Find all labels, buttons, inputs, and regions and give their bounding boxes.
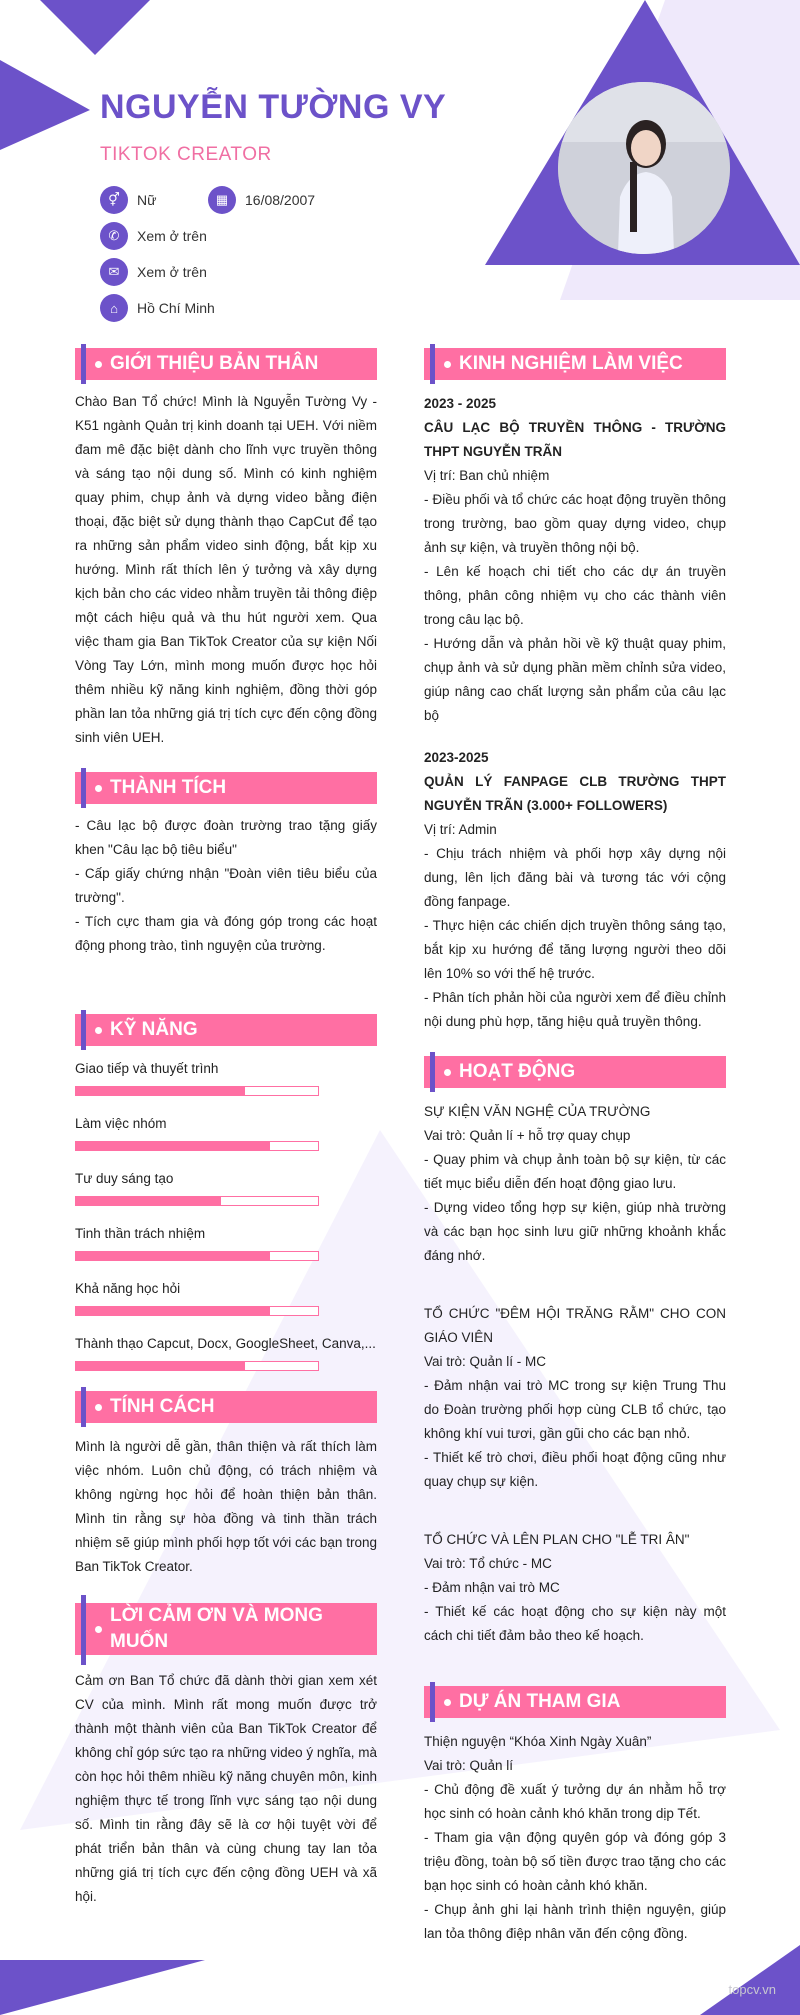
skill-bar [75, 1361, 319, 1371]
thanks-section-header [75, 1603, 377, 1655]
achievements-title: THÀNH TÍCH [110, 777, 227, 798]
list-item: - Quay phim và chụp ảnh toàn bộ sự kiện, từ các tiết mục biểu diễn đến hoạt động giao lưu. [424, 1152, 726, 1191]
skill-fill [76, 1142, 270, 1150]
activities-section-header [424, 1056, 726, 1088]
section-bar [81, 1010, 86, 1050]
activities-title: HOẠT ĐỘNG [459, 1061, 576, 1082]
list-item: - Đảm nhận vai trò MC [424, 1580, 560, 1595]
list-item: - Cấp giấy chứng nhận "Đoàn viên tiêu biểu của trường". [75, 866, 377, 905]
projects-section-header [424, 1686, 726, 1718]
activity-entry [424, 1528, 726, 1648]
skills-section-header [75, 1014, 377, 1046]
list-item: - Tham gia vận động quyên góp và đóng góp 3 triệu đồng, toàn bộ số tiền được trao tặng cho các bạn học sinh có hoàn cảnh khó khăn. [424, 1830, 726, 1893]
skill-label: Tư duy sáng tạo [75, 1171, 174, 1186]
watermark: topcv.vn [728, 1982, 776, 1997]
address-row [100, 294, 215, 322]
bottom-left-triangle [0, 1960, 205, 2015]
section-bar [81, 768, 86, 808]
skill-fill [76, 1197, 221, 1205]
activity-name: SỰ KIỆN VĂN NGHỆ CỦA TRƯỜNG [424, 1104, 651, 1119]
section-bar [81, 344, 86, 384]
phone-icon: ✆ [100, 222, 128, 250]
list-item: - Dựng video tổng hợp sự kiện, giúp nhà trường và các bạn học sinh lưu giữ những khoảnh khắc đáng nhớ. [424, 1200, 726, 1263]
gender-value: Nữ [137, 192, 157, 208]
skill-label: Giao tiếp và thuyết trình [75, 1061, 219, 1076]
experience-section-header [424, 348, 726, 380]
activity-role: Vai trò: Tổ chức - MC [424, 1556, 552, 1571]
gender-icon: ⚥ [100, 186, 128, 214]
phone-value: Xem ở trên [137, 228, 207, 244]
left-column [75, 348, 377, 1909]
top-left-shape [40, 0, 150, 55]
skill-item [75, 1333, 377, 1371]
skill-fill [76, 1307, 270, 1315]
job-org: CÂU LẠC BỘ TRUYỀN THÔNG - TRƯỜNG THPT NGUYỄN TRÃN [424, 420, 726, 459]
skill-fill [76, 1362, 245, 1370]
job-period: 2023-2025 [424, 750, 489, 765]
email-value: Xem ở trên [137, 264, 207, 280]
projects-title: DỰ ÁN THAM GIA [459, 1691, 621, 1712]
gender-row [100, 186, 156, 214]
project-name: Thiện nguyện “Khóa Xinh Ngày Xuân” [424, 1734, 652, 1749]
job-role: Vị trí: Ban chủ nhiệm [424, 468, 550, 483]
section-bar [430, 1052, 435, 1092]
bullet-icon [95, 1626, 102, 1633]
list-item: - Thực hiện các chiến dịch truyền thông sáng tạo, bắt kịp xu hướng để tăng lượng người theo dõi lên 10% so với thế hệ trước. [424, 918, 726, 981]
job-entry [424, 392, 726, 728]
skill-bar [75, 1196, 319, 1206]
skill-bar [75, 1141, 319, 1151]
section-bar [430, 344, 435, 384]
skill-label: Thành thạo Capcut, Docx, GoogleSheet, Canva,... [75, 1336, 376, 1351]
list-item: - Chụp ảnh ghi lại hành trình thiện nguyện, giúp lan tỏa thông điệp nhân văn đến cộng đồng. [424, 1902, 726, 1941]
project-role: Vai trò: Quản lí [424, 1758, 514, 1773]
skill-item [75, 1223, 377, 1261]
bullet-icon [95, 1027, 102, 1034]
intro-title: GIỚI THIỆU BẢN THÂN [110, 353, 319, 374]
activity-name: TỔ CHỨC "ĐÊM HỘI TRĂNG RẰM" CHO CON GIÁO VIÊN [424, 1306, 726, 1345]
job-role: Vị trí: Admin [424, 822, 497, 837]
bullet-icon [95, 785, 102, 792]
job-org: QUẢN LÝ FANPAGE CLB TRƯỜNG THPT NGUYỄN TRÃN (3.000+ FOLLOWERS) [424, 774, 726, 813]
list-item: - Câu lạc bộ được đoàn trường trao tặng giấy khen "Câu lạc bộ tiêu biểu" [75, 818, 377, 857]
section-bar [81, 1595, 86, 1665]
personality-title: TÍNH CÁCH [110, 1396, 215, 1417]
candidate-name: NGUYỄN TƯỜNG VY [100, 88, 447, 126]
skill-item [75, 1168, 377, 1206]
list-item: - Hướng dẫn và phản hồi về kỹ thuật quay phim, chụp ảnh và sử dụng phần mềm chỉnh sửa video, giúp nâng cao chất lượng sản phẩm của câu lạc bộ [424, 636, 726, 723]
address-value: Hồ Chí Minh [137, 300, 215, 316]
skill-fill [76, 1087, 245, 1095]
list-item: - Điều phối và tổ chức các hoạt động truyền thông trong trường, bao gồm quay dựng video, chụp ảnh sự kiện, và truyền thông nội bộ. [424, 492, 726, 555]
section-bar [81, 1387, 86, 1427]
calendar-icon: ▦ [208, 186, 236, 214]
top-left-triangle [0, 60, 90, 150]
list-item: - Lên kế hoạch chi tiết cho các dự án truyền thông, phân công nhiệm vụ cho các thành viên trong câu lạc bộ. [424, 564, 726, 627]
experience-title: KINH NGHIỆM LÀM VIỆC [459, 353, 683, 374]
skill-item [75, 1058, 377, 1096]
list-item: - Phân tích phản hồi của người xem để điều chỉnh nội dung phù hợp, tăng hiệu quả truyền thông. [424, 990, 726, 1029]
email-row [100, 258, 207, 286]
intro-text: Chào Ban Tổ chức! Mình là Nguyễn Tường Vy - K51 ngành Quản trị kinh doanh tại UEH. Với niềm đam mê đặc biệt dành cho lĩnh vực truyền thông và sáng tạo nội dung số. Mình có kinh nghiệm quay phim, chụp ảnh và dựng video bằng điện thoại, đặc biệt sử dụng thành thạo CapCut để tạo ra những sản phẩm video sinh động, bắt kịp xu hướng. Mình rất thích lên ý tưởng và xây dựng kịch bản cho các video nhằm truyền tải thông điệp một cách hiệu quả và thu hút người xem. Qua việc tham gia Ban TikTok Creator của sự kiện Nối Vòng Tay Lớn, mình mong muốn được học hỏi thêm nhiều kỹ năng kinh nghiệm, đồng thời góp phần lan tỏa những giá trị tích cực đến cộng đồng sinh viên UEH. [75, 394, 377, 745]
bullet-icon [444, 361, 451, 368]
achievements-section-header [75, 772, 377, 804]
skill-bar [75, 1251, 319, 1261]
email-icon: ✉ [100, 258, 128, 286]
skill-bar [75, 1306, 319, 1316]
skill-fill [76, 1252, 270, 1260]
activity-role: Vai trò: Quản lí + hỗ trợ quay chụp [424, 1128, 631, 1143]
job-entry [424, 746, 726, 1034]
activity-role: Vai trò: Quản lí - MC [424, 1354, 547, 1369]
list-item: - Tích cực tham gia và đóng góp trong các hoạt động phong trào, tình nguyện của trường. [75, 914, 377, 953]
intro-section-header [75, 348, 377, 380]
achievements-list [75, 814, 377, 958]
list-item: - Thiết kế các hoạt động cho sự kiện này một cách chi tiết đảm bảo theo kế hoạch. [424, 1604, 726, 1643]
personality-text: Mình là người dễ gần, thân thiện và rất thích làm việc nhóm. Luôn chủ động, có trách nhiệm và không ngừng học hỏi để hoàn thiện bản thân. Mình tin rằng sự hòa đồng và tinh thần trách nhiệm sẽ giúp mình phối hợp tốt với các bạn trong Ban TikTok Creator. [75, 1439, 377, 1574]
list-item: - Chủ động đề xuất ý tưởng dự án nhằm hỗ trợ học sinh có hoàn cảnh khó khăn trong dịp Tết. [424, 1782, 726, 1821]
thanks-title: LỜI CẢM ƠN VÀ MONG MUỐN [110, 1605, 323, 1652]
activity-entry [424, 1302, 726, 1494]
list-item: - Thiết kế trò chơi, điều phối hoạt động cũng như quay chụp sự kiện. [424, 1450, 726, 1489]
skill-label: Tinh thần trách nhiệm [75, 1226, 206, 1241]
skills-title: KỸ NĂNG [110, 1019, 198, 1040]
avatar [558, 82, 730, 254]
activity-name: TỔ CHỨC VÀ LÊN PLAN CHO "LỄ TRI ÂN" [424, 1532, 690, 1547]
bottom-right-triangle [700, 1945, 800, 2015]
dob-value: 16/08/2007 [245, 192, 316, 208]
candidate-role: TIKTOK CREATOR [100, 144, 272, 165]
job-period: 2023 - 2025 [424, 396, 497, 411]
skill-label: Khả năng học hỏi [75, 1281, 181, 1296]
personality-section-header [75, 1391, 377, 1423]
activity-entry [424, 1100, 726, 1268]
list-item: - Chịu trách nhiệm và phối hợp xây dựng nội dung, lên lịch đăng bài và tương tác với cộng đồng fanpage. [424, 846, 726, 909]
skill-label: Làm việc nhóm [75, 1116, 167, 1131]
section-bar [430, 1682, 435, 1722]
bullet-icon [444, 1069, 451, 1076]
project-entry [424, 1730, 726, 1946]
right-column [424, 348, 726, 1946]
phone-row [100, 222, 207, 250]
skill-item [75, 1278, 377, 1316]
dob-row [208, 186, 315, 214]
skill-item [75, 1113, 377, 1151]
bullet-icon [444, 1699, 451, 1706]
bullet-icon [95, 1404, 102, 1411]
skill-bar [75, 1086, 319, 1096]
thanks-text: Cảm ơn Ban Tổ chức đã dành thời gian xem xét CV của mình. Mình rất mong muốn được trở thành một thành viên của Ban TikTok Creator để không chỉ góp sức tạo ra những video ý nghĩa, mà còn học hỏi thêm nhiều kỹ năng chuyên môn, kinh nghiệm thực tế trong lĩnh vực sáng tạo nội dung số. Mình tin rằng đây sẽ là cơ hội tuyệt vời để phát triển bản thân và cùng chung tay lan tỏa những giá trị tích cực đến cộng đồng UEH và xã hội. [75, 1673, 377, 1904]
skills-list [75, 1058, 377, 1371]
list-item: - Đảm nhận vai trò MC trong sự kiện Trung Thu do Đoàn trường phối hợp cùng CLB tổ chức, tạo không khí vui tươi, gần gũi cho các bạn nhỏ. [424, 1378, 726, 1441]
bullet-icon [95, 361, 102, 368]
home-icon: ⌂ [100, 294, 128, 322]
